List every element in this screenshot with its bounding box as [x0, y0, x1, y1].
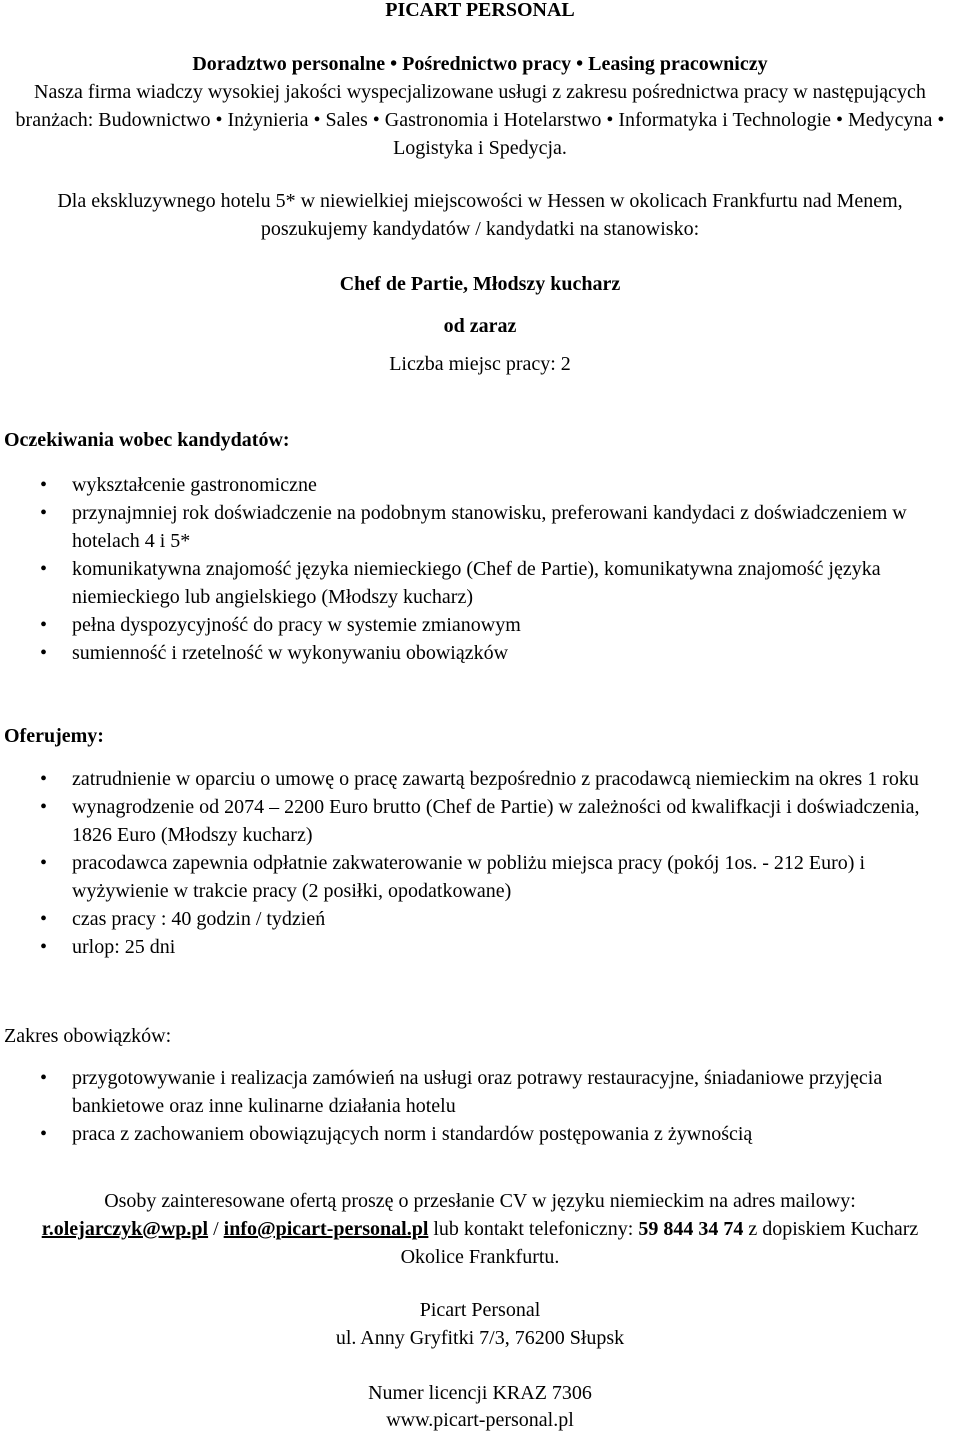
footer-license: Numer licencji KRAZ 7306 [368, 1382, 592, 1404]
email-link-2[interactable]: info@picart-personal.pl [223, 1218, 429, 1240]
services-line: Doradztwo personalne • Pośrednictwo pracy • Leasing pracowniczy [192, 53, 768, 75]
duties-heading: Zakres obowiązków: [4, 1025, 172, 1047]
list-item: • przygotowywanie i realizacja zamówień na usługi oraz potrawy restauracyjne, śniadaniowe przyjęcia bankietowe oraz inne kulinarne działania hotelu [0, 1064, 960, 1120]
offer-description: Dla ekskluzywnego hotelu 5* w niewielkiej miejscowości w Hessen w okolicach Frankfurtu nad Menem, poszukujemy kandydatów / kandydatki na stanowisko: [57, 190, 903, 240]
list-item: • wykształcenie gastronomiczne [0, 471, 960, 499]
requirements-list [0, 471, 960, 667]
list-item: • urlop: 25 dni [0, 933, 960, 961]
contact-block [20, 1187, 940, 1271]
list-item: • sumienność i rzetelność w wykonywaniu obowiązków [0, 639, 960, 667]
benefits-list [0, 765, 960, 961]
email-link-1[interactable]: r.olejarczyk@wp.pl [41, 1218, 209, 1240]
start-date: od zaraz [443, 315, 517, 337]
phone-intro: lub kontakt telefoniczny: [428, 1218, 639, 1240]
footer-website: www.picart-personal.pl [386, 1409, 574, 1431]
positions-count: Liczba miejsc pracy: 2 [389, 353, 571, 375]
list-item: • pełna dyspozycyjność do pracy w systemie zmianowym [0, 611, 960, 639]
list-item: • czas pracy : 40 godzin / tydzień [0, 905, 960, 933]
footer-address: ul. Anny Gryfitki 7/3, 76200 Słupsk [335, 1327, 625, 1349]
footer-company: Picart Personal [419, 1299, 541, 1321]
job-position: Chef de Partie, Młodszy kucharz [339, 273, 621, 295]
company-name: PICART PERSONAL [385, 0, 575, 21]
benefits-heading: Oferujemy: [4, 725, 104, 747]
list-item: • zatrudnienie w oparciu o umowę o pracę zawartą bezpośrednio z pracodawcą niemieckim na okres 1 roku [0, 765, 960, 793]
email-separator: / [208, 1218, 224, 1240]
list-item: • wynagrodzenie od 2074 – 2200 Euro brutto (Chef de Partie) w zależności od kwalifkacji i doświadczenia, 1826 Euro (Młodszy kucharz) [0, 793, 960, 849]
list-item: • przynajmniej rok doświadczenie na podobnym stanowisku, preferowani kandydaci z doświadczeniem w hotelach 4 i 5* [0, 499, 960, 555]
contact-note: z dopiskiem Kucharz Okolice Frankfurtu. [400, 1218, 919, 1268]
list-item: • praca z zachowaniem obowiązujących norm i standardów postępowania z żywnością [0, 1120, 960, 1148]
requirements-heading: Oczekiwania wobec kandydatów: [4, 429, 290, 451]
contact-intro: Osoby zainteresowane ofertą proszę o przesłanie CV w języku niemieckim na adres mailowy: [104, 1190, 856, 1212]
company-intro: Nasza firma wiadczy wysokiej jakości wyspecjalizowane usługi z zakresu pośrednictwa pracy w następujących branżach: Budownictwo • Inżynieria • Sales • Gastronomia i Hotelarstwo • Informatyka i Technologie • Medycyna • Logistyka i Spedycja. [15, 81, 945, 159]
phone-number: 59 844 34 74 [638, 1218, 744, 1240]
duties-list [0, 1064, 960, 1148]
list-item: • komunikatywna znajomość języka niemieckiego (Chef de Partie), komunikatywna znajomość języka niemieckiego lub angielskiego (Młodszy kucharz) [0, 555, 960, 611]
list-item: • pracodawca zapewnia odpłatnie zakwaterowanie w pobliżu miejsca pracy (pokój 1os. - 212 Euro) i wyżywienie w trakcie pracy (2 posiłki, opodatkowane) [0, 849, 960, 905]
